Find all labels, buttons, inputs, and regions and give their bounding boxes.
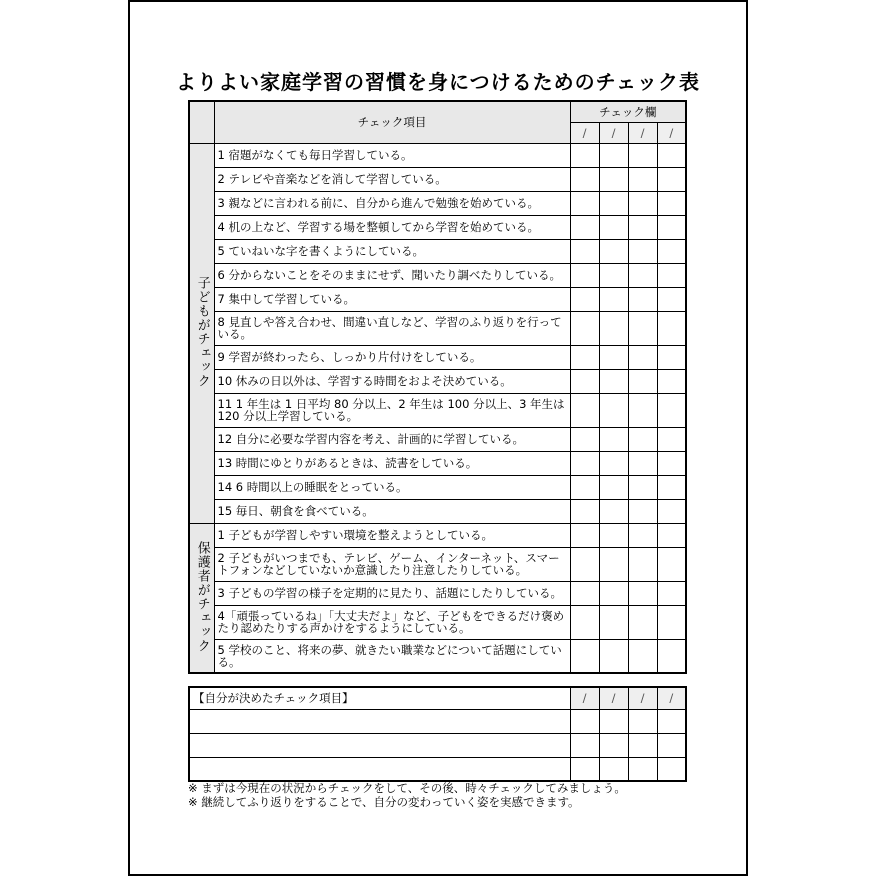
checklist-row — [189, 239, 686, 263]
check-box[interactable] — [599, 263, 628, 287]
check-box[interactable] — [570, 757, 599, 781]
check-box[interactable] — [599, 605, 628, 639]
check-box[interactable] — [570, 167, 599, 191]
checklist-row — [189, 427, 686, 451]
check-box[interactable] — [599, 709, 628, 733]
check-box[interactable] — [570, 523, 599, 547]
check-box[interactable] — [628, 345, 657, 369]
check-box[interactable] — [599, 369, 628, 393]
check-box[interactable] — [657, 709, 686, 733]
check-box[interactable] — [657, 639, 686, 673]
custom-item-blank[interactable] — [189, 709, 570, 733]
checklist-row — [189, 523, 686, 547]
checklist-item-text: 12 自分に必要な学習内容を考え、計画的に学習している。 — [214, 427, 570, 451]
check-box[interactable] — [599, 345, 628, 369]
check-box[interactable] — [599, 581, 628, 605]
check-box[interactable] — [657, 191, 686, 215]
check-box[interactable] — [570, 287, 599, 311]
custom-row — [189, 709, 686, 733]
date-slash: / — [628, 687, 657, 709]
check-box[interactable] — [628, 475, 657, 499]
note-line: ※ まずは今現在の状況からチェックをして、その後、時々チェックしてみましょう。 — [188, 781, 626, 795]
check-box[interactable] — [628, 263, 657, 287]
checklist-item-text: 1 子どもが学習しやすい環境を整えようとしている。 — [214, 523, 570, 547]
date-slash: / — [628, 122, 657, 143]
checklist-row — [189, 311, 686, 345]
check-box[interactable] — [628, 215, 657, 239]
checklist-row — [189, 345, 686, 369]
check-box[interactable] — [628, 757, 657, 781]
date-slash: / — [570, 122, 599, 143]
check-box[interactable] — [599, 191, 628, 215]
check-box[interactable] — [599, 393, 628, 427]
check-box[interactable] — [628, 547, 657, 581]
check-box[interactable] — [628, 287, 657, 311]
check-box[interactable] — [657, 547, 686, 581]
check-box[interactable] — [570, 143, 599, 167]
check-box[interactable] — [657, 287, 686, 311]
checklist-row — [189, 369, 686, 393]
checklist-row — [189, 581, 686, 605]
header-corner — [189, 101, 214, 143]
check-box[interactable] — [570, 215, 599, 239]
custom-row — [189, 733, 686, 757]
check-box[interactable] — [570, 263, 599, 287]
main-checklist-table — [188, 100, 687, 674]
check-box[interactable] — [657, 263, 686, 287]
check-box[interactable] — [599, 311, 628, 345]
checklist-item-text: 1 宿題がなくても毎日学習している。 — [214, 143, 570, 167]
check-box[interactable] — [657, 499, 686, 523]
check-box[interactable] — [657, 475, 686, 499]
header-check-item: チェック項目 — [214, 101, 570, 143]
checklist-item-text: 9 学習が終わったら、しっかり片付けをしている。 — [214, 345, 570, 369]
check-box[interactable] — [570, 451, 599, 475]
check-box[interactable] — [599, 639, 628, 673]
check-box[interactable] — [570, 499, 599, 523]
checklist-row — [189, 167, 686, 191]
check-box[interactable] — [570, 733, 599, 757]
checklist-row — [189, 547, 686, 581]
check-box[interactable] — [599, 215, 628, 239]
check-box[interactable] — [570, 709, 599, 733]
checklist-row — [189, 475, 686, 499]
custom-item-blank[interactable] — [189, 757, 570, 781]
check-box[interactable] — [657, 393, 686, 427]
check-box[interactable] — [628, 369, 657, 393]
checklist-row — [189, 393, 686, 427]
check-box[interactable] — [599, 547, 628, 581]
custom-checklist-table — [188, 686, 687, 782]
check-box[interactable] — [657, 239, 686, 263]
checklist-item-text: 4「頑張っているね」「大丈夫だよ」など、子どもをできるだけ褒めたり認めたりする声かけをするようにしている。 — [214, 605, 570, 639]
check-box[interactable] — [628, 393, 657, 427]
check-box[interactable] — [628, 239, 657, 263]
checklist-page — [128, 0, 748, 876]
check-box[interactable] — [628, 427, 657, 451]
checklist-item-text: 15 毎日、朝食を食べている。 — [214, 499, 570, 523]
check-box[interactable] — [657, 311, 686, 345]
date-slash: / — [570, 687, 599, 709]
checklist-row — [189, 215, 686, 239]
check-box[interactable] — [599, 475, 628, 499]
check-box[interactable] — [628, 167, 657, 191]
check-box[interactable] — [657, 369, 686, 393]
page-title: よりよい家庭学習の習慣を身につけるためのチェック表 — [176, 70, 700, 94]
check-box[interactable] — [628, 499, 657, 523]
check-box[interactable] — [599, 499, 628, 523]
custom-row — [189, 757, 686, 781]
child-section-label — [189, 143, 214, 523]
check-box[interactable] — [570, 239, 599, 263]
checklist-item-text: 3 子どもの学習の様子を定期的に見たり、話題にしたりしている。 — [214, 581, 570, 605]
check-box[interactable] — [570, 605, 599, 639]
notes — [188, 781, 626, 809]
check-box[interactable] — [570, 639, 599, 673]
check-box[interactable] — [657, 143, 686, 167]
date-slash: / — [599, 687, 628, 709]
check-box[interactable] — [628, 581, 657, 605]
check-box[interactable] — [599, 287, 628, 311]
check-box[interactable] — [599, 167, 628, 191]
check-box[interactable] — [657, 345, 686, 369]
custom-section-label: 【自分が決めたチェック項目】 — [189, 687, 570, 709]
check-box[interactable] — [628, 733, 657, 757]
check-box[interactable] — [599, 451, 628, 475]
checklist-item-text: 11 1 年生は 1 日平均 80 分以上、2 年生は 100 分以上、3 年生は 120 分以上学習している。 — [214, 393, 570, 427]
check-box[interactable] — [599, 143, 628, 167]
check-box[interactable] — [657, 523, 686, 547]
check-box[interactable] — [657, 427, 686, 451]
check-box[interactable] — [628, 311, 657, 345]
checklist-row — [189, 191, 686, 215]
check-box[interactable] — [628, 143, 657, 167]
checklist-row — [189, 499, 686, 523]
checklist-item-text: 5 ていねいな字を書くようにしている。 — [214, 239, 570, 263]
check-box[interactable] — [657, 581, 686, 605]
check-box[interactable] — [599, 757, 628, 781]
check-box[interactable] — [570, 427, 599, 451]
checklist-row — [189, 451, 686, 475]
checklist-item-text: 10 休みの日以外は、学習する時間をおよそ決めている。 — [214, 369, 570, 393]
note-line: ※ 継続してふり返りをすることで、自分の変わっていく姿を実感できます。 — [188, 795, 580, 809]
check-box[interactable] — [599, 733, 628, 757]
checklist-item-text: 5 学校のこと、将来の夢、就きたい職業などについて話題にしている。 — [214, 639, 570, 673]
check-box[interactable] — [657, 451, 686, 475]
checklist-item-text: 4 机の上など、学習する場を整頓してから学習を始めている。 — [214, 215, 570, 239]
check-box[interactable] — [570, 369, 599, 393]
checklist-item-text: 14 6 時間以上の睡眠をとっている。 — [214, 475, 570, 499]
check-box[interactable] — [657, 167, 686, 191]
check-box[interactable] — [570, 191, 599, 215]
check-box[interactable] — [599, 523, 628, 547]
checklist-item-text: 13 時間にゆとりがあるときは、読書をしている。 — [214, 451, 570, 475]
check-box[interactable] — [657, 215, 686, 239]
check-box[interactable] — [570, 475, 599, 499]
check-box[interactable] — [628, 605, 657, 639]
check-box[interactable] — [657, 733, 686, 757]
check-box[interactable] — [599, 427, 628, 451]
check-box[interactable] — [570, 311, 599, 345]
checklist-item-text: 7 集中して学習している。 — [214, 287, 570, 311]
child-section-label-text: 子どもがチェック — [194, 276, 210, 388]
header-check-column: チェック欄 — [570, 101, 686, 122]
checklist-row — [189, 287, 686, 311]
checklist-row — [189, 143, 686, 167]
check-box[interactable] — [628, 639, 657, 673]
checklist-item-text: 2 テレビや音楽などを消して学習している。 — [214, 167, 570, 191]
checklist-item-text: 3 親などに言われる前に、自分から進んで勉強を始めている。 — [214, 191, 570, 215]
check-box[interactable] — [628, 523, 657, 547]
check-box[interactable] — [599, 239, 628, 263]
checklist-row — [189, 605, 686, 639]
custom-item-blank[interactable] — [189, 733, 570, 757]
check-box[interactable] — [657, 757, 686, 781]
date-slash: / — [657, 122, 686, 143]
parent-section-label — [189, 523, 214, 673]
checklist-item-text: 6 分からないことをそのままにせず、聞いたり調べたりしている。 — [214, 263, 570, 287]
checklist-row — [189, 639, 686, 673]
check-box[interactable] — [628, 451, 657, 475]
check-box[interactable] — [628, 191, 657, 215]
check-box[interactable] — [570, 547, 599, 581]
date-slash: / — [599, 122, 628, 143]
checklist-item-text: 8 見直しや答え合わせ、間違い直しなど、学習のふり返りを行っている。 — [214, 311, 570, 345]
check-box[interactable] — [570, 393, 599, 427]
parent-section-label-text: 保護者がチェック — [194, 540, 210, 653]
check-box[interactable] — [628, 709, 657, 733]
check-box[interactable] — [657, 605, 686, 639]
check-box[interactable] — [570, 581, 599, 605]
checklist-item-text: 2 子どもがいつまでも、テレビ、ゲーム、インターネット、スマートフォンなどしていないか意識したり注意したりしている。 — [214, 547, 570, 581]
checklist-row — [189, 263, 686, 287]
date-slash: / — [657, 687, 686, 709]
check-box[interactable] — [570, 345, 599, 369]
